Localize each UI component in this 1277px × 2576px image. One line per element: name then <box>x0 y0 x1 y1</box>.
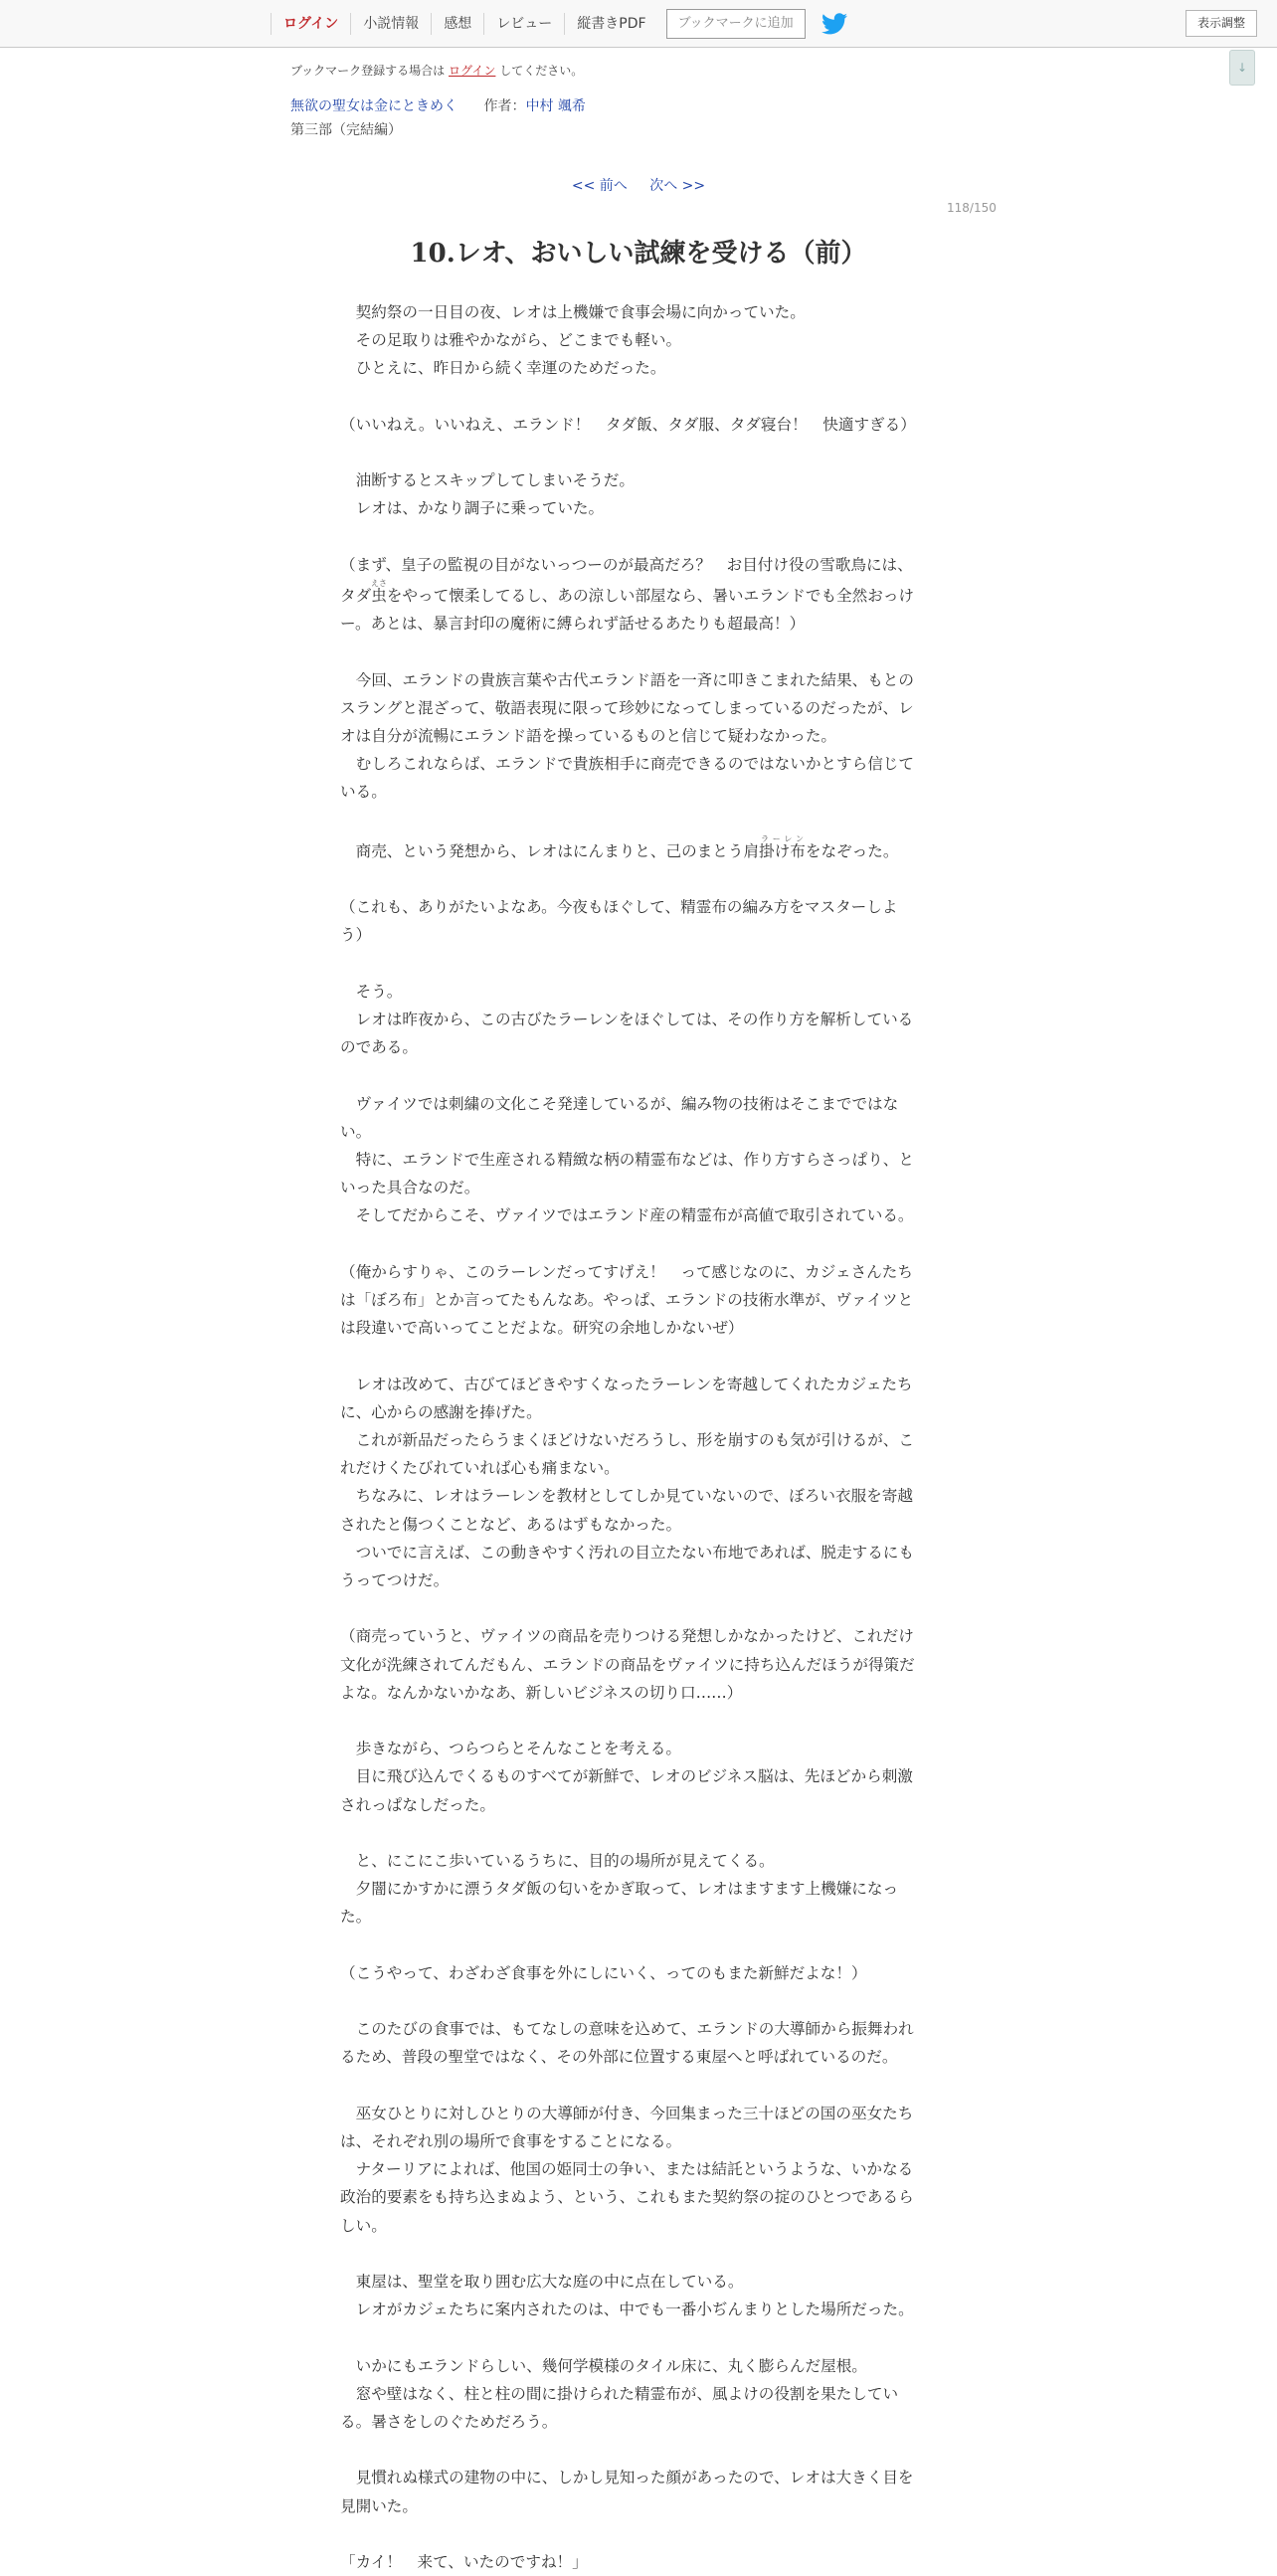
bookmark-login-note: ブックマーク登録する場合は ログイン してください。 <box>290 64 584 78</box>
blank-line <box>340 1932 933 1959</box>
body-line: （まず、皇子の監視の目がないっつーのが最高だろ？ お目付け役の雪歌鳥には、 <box>340 555 913 574</box>
body-line: 政治的要素をも持ち込まぬよう、という、これもまた契約祭の掟のひとつであるら <box>340 2188 914 2207</box>
body-line: は、それぞれ別の場所で食事をすることになる。 <box>340 2131 682 2150</box>
main-nav <box>271 0 847 48</box>
body-line: ナターリアによれば、他国の姫同士の争い、または結託というような、いかなる <box>340 2160 914 2179</box>
body-line: 見開いた。 <box>340 2496 418 2515</box>
blank-line <box>340 2436 933 2464</box>
blank-line <box>340 383 933 411</box>
blank-line <box>340 2520 933 2548</box>
body-line: る。暑さをしのぐためだろう。 <box>340 2412 558 2431</box>
body-line: う） <box>340 926 372 945</box>
display-settings-button[interactable]: 表示調整 <box>1186 10 1257 37</box>
author-link[interactable]: 中村 颯希 <box>525 98 586 114</box>
body-line: 商売、という発想から、レオはにんまりと、己のまとう肩掛け布ラーレンをなぞった。 <box>340 833 899 860</box>
part-title: 第三部（完結編） <box>290 122 402 138</box>
body-line: るため、普段の聖堂ではなく、その外部に位置する東屋へと呼ばれているのだ。 <box>340 2048 898 2067</box>
body-line: は「ぼろ布」とか言ってたもんなあ。やっぱ、エランドの技術水準が、ヴァイツと <box>340 1290 914 1309</box>
body-line: タダ虫えさをやって懐柔してるし、あの涼しい部屋なら、暑いエランドでも全然おっけ <box>340 578 915 605</box>
body-line: に、心からの感謝を捧げた。 <box>340 1402 542 1421</box>
blank-line <box>340 1230 933 1258</box>
body-line: いる。 <box>340 783 387 802</box>
body-line: ついでに言えば、この動きやすく汚れの目立たない布地であれば、脱走するにも <box>340 1543 914 1562</box>
body-line: ー。あとは、暴言封印の魔術に縛られず話せるあたりも超最高！） <box>340 615 806 634</box>
body-line: 「カイ！ 来て、いたのですね！」 <box>340 2552 588 2571</box>
body-line: スラングと混ざって、敬語表現に限って珍妙になってしまっているのだったが、レ <box>340 698 914 717</box>
blank-line <box>340 1594 933 1622</box>
chapter-body <box>340 298 933 2576</box>
blank-line <box>340 2240 933 2268</box>
blank-line <box>340 950 933 978</box>
nav-novel-info[interactable]: 小説情報 <box>350 13 431 35</box>
body-line: 特に、エランドで生産される精緻な柄の精霊布などは、作り方すらさっぱり、と <box>340 1150 914 1169</box>
add-bookmark-button[interactable]: ブックマークに追加 <box>666 9 806 39</box>
next-chapter-link[interactable]: 次へ >> <box>649 178 706 194</box>
chapter-title: 10.レオ、おいしい試練を受ける（前） <box>410 239 867 269</box>
nav-vertical-pdf[interactable]: 縦書きPDF <box>564 13 657 35</box>
body-line: ひとえに、昨日から続く幸運のためだった。 <box>340 359 666 378</box>
body-line: （こうやって、わざわざ食事を外にしにいく、ってのもまた新鮮だよな！） <box>340 1963 867 1982</box>
body-line: （これも、ありがたいよなあ。今夜もほぐして、精霊布の編み方をマスターしよ <box>340 898 898 917</box>
body-line: ちなみに、レオはラーレンを教材としてしか見ていないので、ぼろい衣服を寄越 <box>340 1487 913 1506</box>
body-line: た。 <box>340 1908 372 1927</box>
blank-line <box>340 1342 933 1370</box>
nav-impressions[interactable]: 感想 <box>431 13 483 35</box>
body-line: 目に飛び込んでくるものすべてが新鮮で、レオのビジネス脳は、先ほどから刺激 <box>340 1767 913 1786</box>
body-line: よな。なんかないかなあ、新しいビジネスの切り口……） <box>340 1683 743 1702</box>
body-line: その足取りは雅やかながら、どこまでも軽い。 <box>340 331 682 350</box>
body-line: ヴァイツでは刺繍の文化こそ発達しているが、編み物の技術はそこまでではな <box>340 1094 899 1113</box>
body-line: （商売っていうと、ヴァイツの商品を売りつける発想しかなかったけど、これだけ <box>340 1627 914 1646</box>
twitter-icon[interactable] <box>821 13 847 35</box>
blank-line <box>340 1819 933 1847</box>
novel-title-link[interactable]: 無欲の聖女は金にときめく <box>290 98 457 114</box>
body-line: されたと傷つくことなど、あるはずもなかった。 <box>340 1515 682 1534</box>
top-bar <box>0 0 1277 48</box>
body-line: 巫女ひとりに対しひとりの大導師が付き、今回集まった三十ほどの国の巫女たち <box>340 2104 914 2122</box>
prev-chapter-link[interactable]: << 前へ <box>571 178 628 194</box>
body-line: うってつけだ。 <box>340 1570 450 1589</box>
ruby-tamamushi: 虫えさ <box>371 578 388 605</box>
login-link[interactable]: ログイン <box>449 64 496 78</box>
scroll-down-tab[interactable]: ↓ <box>1229 50 1255 86</box>
blank-line <box>340 1061 933 1089</box>
body-line: しい。 <box>340 2216 387 2235</box>
body-line: されっぱなしだった。 <box>340 1795 495 1814</box>
body-line: 契約祭の一日目の夜、レオは上機嫌で食事会場に向かっていた。 <box>340 303 806 321</box>
body-line: むしろこれならば、エランドで貴族相手に商売できるのではないかとすら信じて <box>340 755 914 774</box>
blank-line <box>340 2323 933 2351</box>
body-line: レオは昨夜から、この古びたラーレンをほぐしては、その作り方を解析している <box>340 1010 914 1028</box>
body-line: これが新品だったらうまくほどけないだろうし、形を崩すのも気が引けるが、こ <box>340 1430 914 1449</box>
body-line: いった具合なのだ。 <box>340 1179 480 1197</box>
blank-line <box>340 2072 933 2100</box>
body-line: レオがカジェたちに案内されたのは、中でも一番小ぢんまりとした場所だった。 <box>340 2300 914 2319</box>
body-line: 文化が洗練されてんだもん、エランドの商品をヴァイツに持ち込んだほうが得策だ <box>340 1655 915 1674</box>
body-line: 油断するとスキップしてしまいそうだ。 <box>340 471 635 490</box>
body-line: のである。 <box>340 1038 418 1057</box>
blank-line <box>340 439 933 466</box>
novel-info-line <box>290 95 586 115</box>
body-line: オは自分が流暢にエランド語を操っているものと信じて疑わなかった。 <box>340 726 837 745</box>
body-line: レオは、かなり調子に乗っていた。 <box>340 499 605 518</box>
body-line: （俺からすりゃ、このラーレンだってすげえ！ って感じなのに、カジェさんたち <box>340 1262 913 1281</box>
ruby-raren: 掛け布ラーレン <box>759 833 806 860</box>
body-line: （いいねえ。いいねえ、エランド！ タダ飯、タダ服、タダ寝台！ 快適すぎる） <box>340 415 916 434</box>
body-line: と、にこにこ歩いているうちに、目的の場所が見えてくる。 <box>340 1851 775 1870</box>
body-line: そう。 <box>340 982 403 1001</box>
nav-review[interactable]: レビュー <box>483 13 564 35</box>
blank-line <box>340 523 933 551</box>
body-line: 今回、エランドの貴族言葉や古代エランド語を一斉に叩きこまれた結果、もとの <box>340 670 914 689</box>
body-line: い。 <box>340 1122 372 1141</box>
chapter-count: 118/150 <box>947 201 997 215</box>
blank-line <box>340 807 933 834</box>
body-line: そしてだからこそ、ヴァイツではエランド産の精霊布が高値で取引されている。 <box>340 1206 914 1225</box>
body-line: 窓や壁はなく、柱と柱の間に掛けられた精霊布が、風よけの役割を果たしてい <box>340 2384 899 2403</box>
body-line: は段違いで高いってことだよな。研究の余地しかないぜ） <box>340 1319 744 1338</box>
body-line: レオは改めて、古びてほどきやすくなったラーレンを寄越してくれたカジェたち <box>340 1375 913 1393</box>
blank-line <box>340 638 933 665</box>
nav-login[interactable]: ログイン <box>271 13 350 35</box>
body-line: れだけくたびれていれば心も痛まない。 <box>340 1459 620 1478</box>
blank-line <box>340 1987 933 2015</box>
blank-line <box>340 1707 933 1735</box>
author-label: 作者： <box>483 98 526 114</box>
body-line: 東屋は、聖堂を取り囲む広大な庭の中に点在している。 <box>340 2272 744 2291</box>
blank-line <box>340 865 933 893</box>
body-line: いかにもエランドらしい、幾何学模様のタイル床に、丸く膨らんだ屋根。 <box>340 2356 867 2375</box>
body-line: 見慣れぬ様式の建物の中に、しかし見知った顔があったので、レオは大きく目を <box>340 2469 914 2487</box>
body-line: 歩きながら、つらつらとそんなことを考える。 <box>340 1740 681 1758</box>
body-line: 夕闇にかすかに漂うタダ飯の匂いをかぎ取って、レオはますます上機嫌になっ <box>340 1880 899 1899</box>
chapter-pager <box>0 175 1277 195</box>
body-line: このたびの食事では、もてなしの意味を込めて、エランドの大導師から振舞われ <box>340 2020 914 2039</box>
